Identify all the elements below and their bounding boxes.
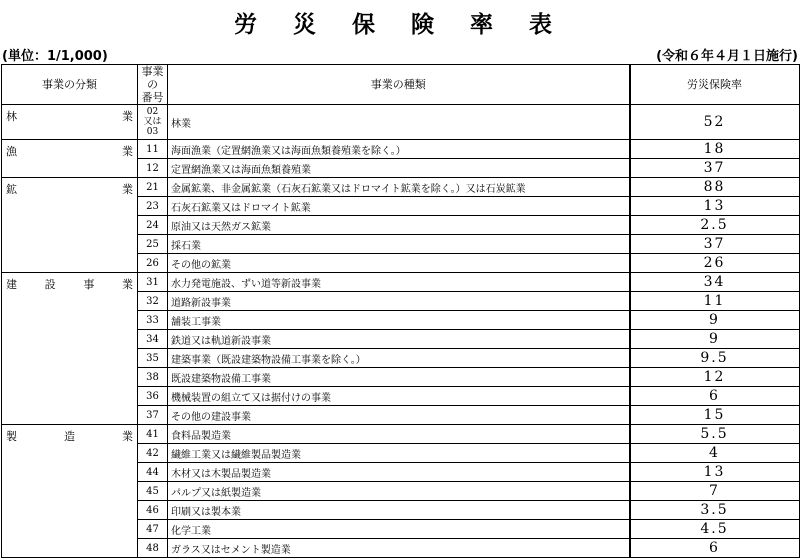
industry-code: 36 [138,387,168,406]
industry-code: 34 [138,330,168,349]
header-rate: 労災保険率 [630,65,800,105]
rate-value: 7 [630,482,800,501]
industry-name: 建築事業（既設建築物設備工事業を除く。） [168,349,630,368]
industry-name: 食料品製造業 [168,425,630,444]
header-code-line1: 事業の [141,65,164,91]
category-cell [2,425,138,558]
table-header-row [2,65,800,105]
rate-value: 4.5 [630,520,800,539]
category-char: 建 [6,278,17,291]
header-category: 事業の分類 [2,65,138,105]
industry-code: 42 [138,444,168,463]
rate-value: 6 [630,539,800,558]
rate-value: 15 [630,406,800,425]
industry-code: 32 [138,292,168,311]
category-cell [2,105,138,140]
industry-name: 原油又は天然ガス鉱業 [168,216,630,235]
table-row [2,178,800,197]
category-char: 鉱 [6,183,17,196]
category-cell [2,140,138,178]
rate-value: 3.5 [630,501,800,520]
industry-code: 46 [138,501,168,520]
rate-value: 5.5 [630,425,800,444]
category-char: 業 [122,145,133,158]
industry-code: 45 [138,482,168,501]
rate-value: 18 [630,140,800,159]
industry-name: 鉄道又は軌道新設事業 [168,330,630,349]
industry-name: 繊維工業又は繊維製品製造業 [168,444,630,463]
unit-label: (単位：1/1,000) [2,49,108,64]
industry-code: 33 [138,311,168,330]
rate-value: 52 [630,105,800,140]
category-char: 製 [6,430,17,443]
industry-name: 林業 [168,105,630,140]
category-char: 業 [122,430,133,443]
industry-code: 26 [138,254,168,273]
industry-code: 11 [138,140,168,159]
industry-name: 既設建築物設備工事業 [168,368,630,387]
effective-date: (令和６年４月１日施行) [656,49,798,64]
rate-value: 9 [630,311,800,330]
table-row [2,105,800,140]
category-char: 業 [121,278,133,291]
category-label [2,425,137,444]
rate-value: 37 [630,235,800,254]
industry-code: 31 [138,273,168,292]
rate-value: 6 [630,387,800,406]
table-row [2,140,800,159]
header-code [138,65,168,105]
category-label [2,105,137,124]
page-title: 労 災 保 険 率 表 [233,12,567,38]
industry-name: 石灰石鉱業又はドロマイト鉱業 [168,197,630,216]
industry-code: 25 [138,235,168,254]
category-char: 造 [64,430,75,443]
rate-value: 9.5 [630,349,800,368]
industry-name: 木材又は木製品製造業 [168,463,630,482]
category-char: 漁 [6,145,17,158]
category-cell [2,273,138,425]
category-label [2,273,137,292]
rate-value: 12 [630,368,800,387]
category-cell [2,178,138,273]
industry-name: 舗装工事業 [168,311,630,330]
header-type: 事業の種類 [168,65,630,105]
header-code-line2: 番号 [141,91,164,104]
industry-name: 金属鉱業、非金属鉱業（石灰石鉱業又はドロマイト鉱業を除く。）又は石炭鉱業 [168,178,630,197]
industry-code: 37 [138,406,168,425]
industry-code: 23 [138,197,168,216]
industry-code: 41 [138,425,168,444]
category-char: 設 [44,278,56,291]
category-char: 林 [6,110,17,123]
category-char: 事 [83,278,95,291]
rate-value: 37 [630,159,800,178]
industry-code: 44 [138,463,168,482]
industry-code: 21 [138,178,168,197]
rate-value: 13 [630,463,800,482]
rate-value: 34 [630,273,800,292]
rate-value: 26 [630,254,800,273]
rate-value: 4 [630,444,800,463]
industry-name: パルプ又は紙製造業 [168,482,630,501]
industry-code: 48 [138,539,168,558]
industry-code: 12 [138,159,168,178]
industry-code: 35 [138,349,168,368]
industry-name: 道路新設事業 [168,292,630,311]
industry-name: 水力発電施設、ずい道等新設事業 [168,273,630,292]
industry-name: 採石業 [168,235,630,254]
industry-name: 海面漁業（定置網漁業又は海面魚類養殖業を除く。） [168,140,630,159]
industry-name: ガラス又はセメント製造業 [168,539,630,558]
industry-code: 47 [138,520,168,539]
category-label [2,178,137,197]
industry-name: 定置網漁業又は海面魚類養殖業 [168,159,630,178]
industry-name: その他の建設事業 [168,406,630,425]
industry-name: 機械装置の組立て又は据付けの事業 [168,387,630,406]
rate-value: 2.5 [630,216,800,235]
industry-code: 38 [138,368,168,387]
rate-value: 88 [630,178,800,197]
rate-value: 11 [630,292,800,311]
industry-code: 24 [138,216,168,235]
table-row [2,273,800,292]
industry-name: 印刷又は製本業 [168,501,630,520]
category-label [2,140,137,159]
table-row [2,425,800,444]
industry-name: その他の鉱業 [168,254,630,273]
rate-table [1,64,800,558]
rate-value: 13 [630,197,800,216]
category-char: 業 [122,110,133,123]
industry-code: 02 又は 03 [138,105,168,140]
industry-name: 化学工業 [168,520,630,539]
category-char: 業 [122,183,133,196]
rate-value: 9 [630,330,800,349]
table-body [2,105,800,558]
